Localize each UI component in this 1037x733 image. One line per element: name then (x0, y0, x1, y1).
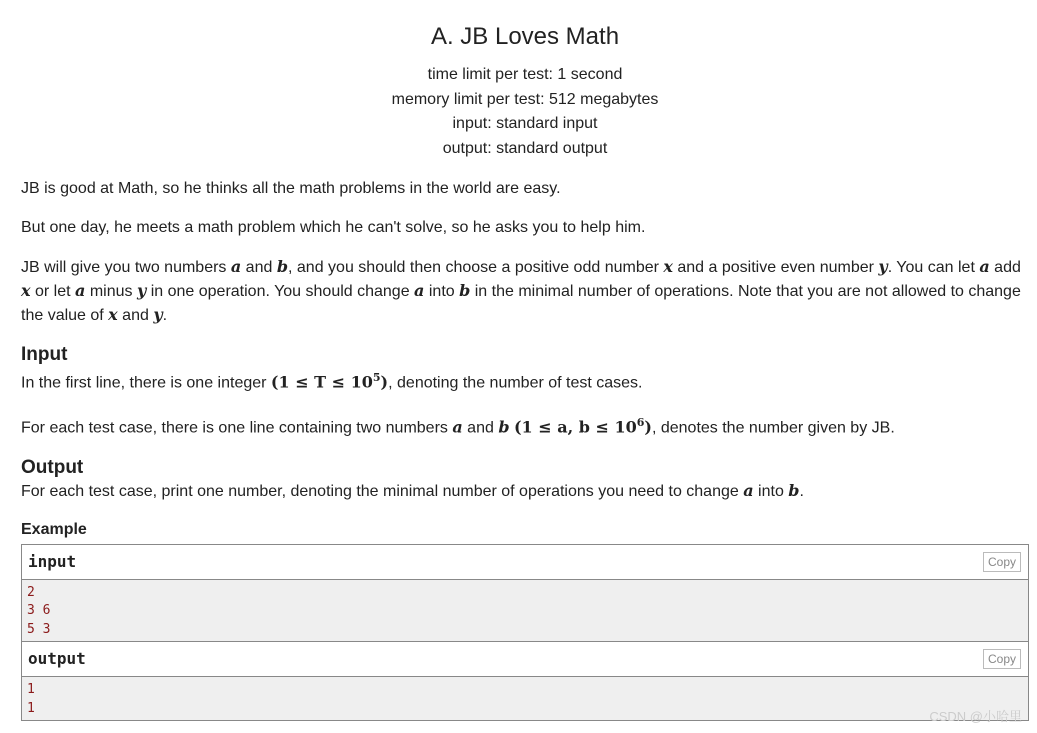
input-paragraph-1: In the first line, there is one integer $(1 \le T \le 10^5)$, denoting the number of test cases. (21, 371, 643, 392)
sample-output-header (22, 641, 1028, 677)
memory-limit: memory limit per test: 512 megabytes (391, 90, 659, 108)
sample-input-line: 5 3 (27, 621, 51, 637)
legend-paragraph-1: JB is good at Math, so he thinks all the math problems in the world are easy. (21, 180, 561, 197)
time-limit: time limit per test: 1 second (427, 66, 623, 83)
sample-output-line: 1 (27, 682, 35, 698)
copy-output-button[interactable]: Copy (983, 649, 1021, 669)
csdn-watermark: CSDN @小哈里 (929, 709, 1022, 724)
copy-input-button[interactable]: Copy (983, 552, 1021, 572)
output-spec: output: standard output (442, 139, 608, 157)
problem-title: A. JB Loves Math (430, 23, 620, 50)
output-heading: Output (21, 456, 84, 478)
sample-output-line: 1 (27, 700, 35, 716)
legend-paragraph-2: But one day, he meets a math problem which he can't solve, so he asks you to help him. (21, 219, 646, 236)
sample-input-content (22, 580, 1028, 642)
example-heading: Example (21, 520, 87, 538)
sample-test (21, 544, 1029, 722)
sample-input-line: 2 (27, 584, 35, 600)
input-heading: Input (21, 344, 68, 365)
sample-output-label: output (28, 649, 86, 669)
input-spec: input: standard input (452, 115, 598, 132)
problem-limits (21, 63, 1029, 161)
output-paragraph: For each test case, print one number, denoting the minimal number of operations you need to change a into b. (21, 480, 804, 500)
legend-paragraph-3: JB will give you two numbers a and b, and you should then choose a positive odd number x and a positive even number y. You can let a add x or let a minus y in one operation. You should change a into b in the minimal number of operations. Note that you are not allowed to change the value of x and y. (21, 257, 1021, 324)
input-paragraph-2: For each test case, there is one line containing two numbers a and b (1 ≤ a, $b \le 10^6$), denotes the number given by JB. (21, 416, 895, 437)
sample-input-header (22, 545, 1028, 580)
sample-output-content (22, 677, 1028, 720)
sample-input-line: 3 6 (27, 603, 51, 619)
sample-input-label: input (28, 551, 77, 571)
problem-statement (21, 0, 1029, 721)
